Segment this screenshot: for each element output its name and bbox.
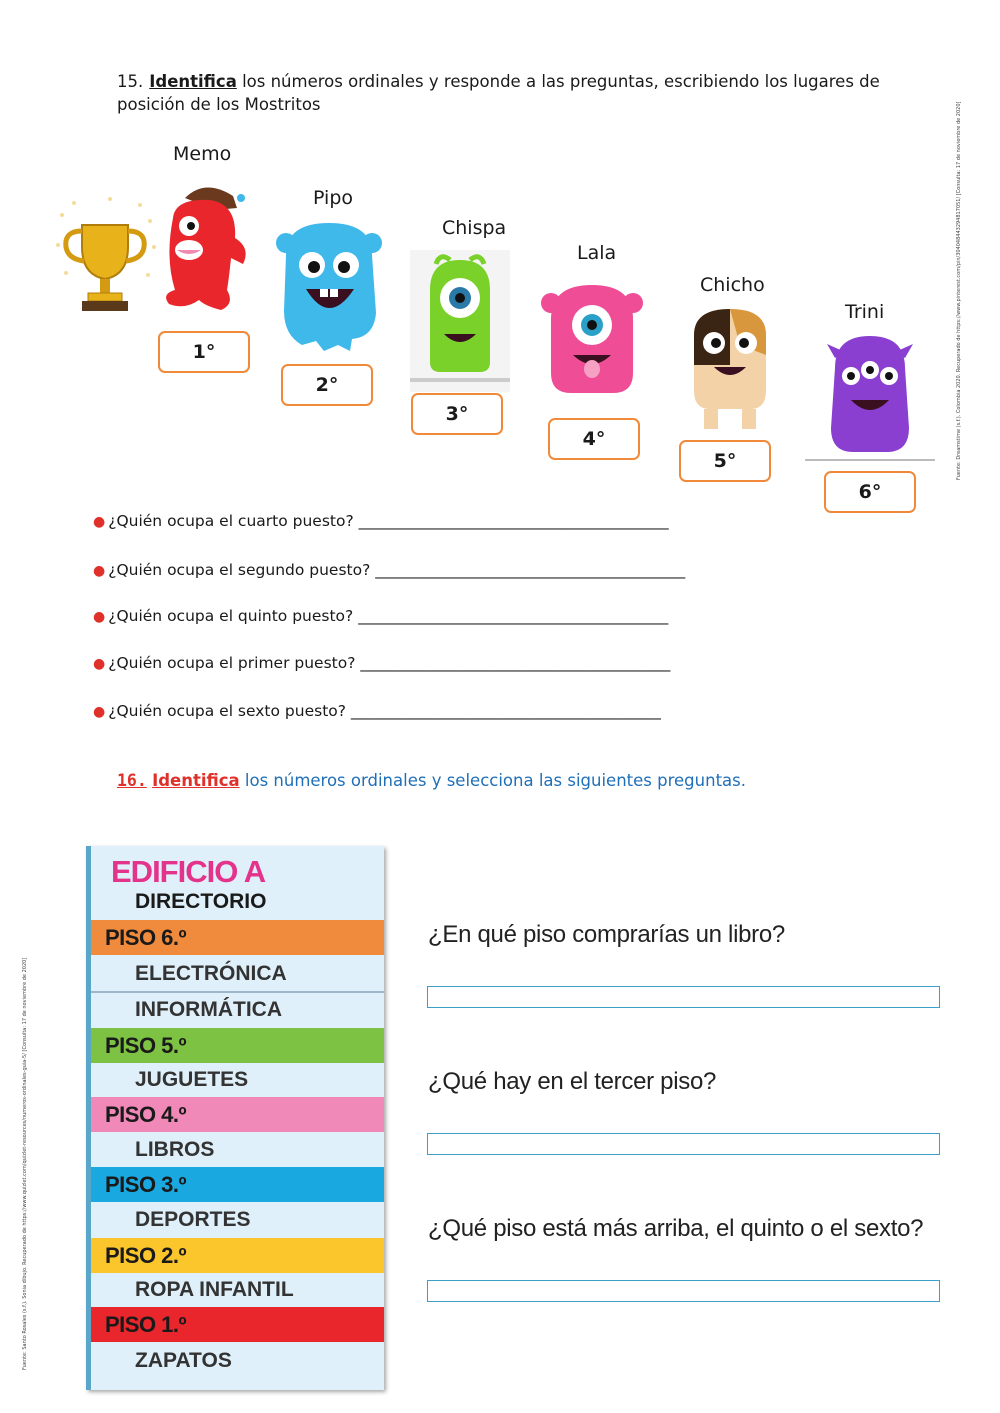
monster-name: Trini (845, 301, 885, 323)
picture-question: ¿Qué hay en el tercer piso? (428, 1068, 717, 1095)
rank-box: 5° (679, 440, 771, 482)
building-directory (86, 846, 384, 1390)
monster-lala (537, 277, 647, 402)
question-item[interactable]: ● ¿Quién ocupa el primer puesto? ________________________________________ (93, 654, 671, 672)
bullet-icon: ● (93, 514, 106, 530)
answer-input[interactable] (427, 1133, 940, 1155)
question-item[interactable]: ● ¿Quién ocupa el sexto puesto? ________________________________________ (93, 702, 661, 720)
picture-question: ¿Qué piso está más arriba, el quinto o el sexto? (428, 1215, 924, 1242)
bullet-icon: ● (93, 609, 106, 625)
monster-chispa (410, 250, 510, 392)
exercise-number: 16. (117, 771, 147, 790)
question-item[interactable]: ● ¿Quién ocupa el segundo puesto? ________________________________________ (93, 561, 686, 579)
floor-band: PISO 2.º (91, 1238, 384, 1273)
department: JUGUETES (135, 1068, 249, 1091)
rank-box: 1° (158, 331, 250, 373)
rank-box: 6° (824, 471, 916, 513)
exercise-keyword: Identifica (149, 72, 237, 91)
bullet-icon: ● (93, 656, 106, 672)
question-item[interactable]: ● ¿Quién ocupa el cuarto puesto? ________________________________________ (93, 512, 669, 530)
source-credit (956, 101, 966, 480)
directory-subtitle: DIRECTORIO (135, 890, 267, 913)
divider (91, 991, 384, 993)
floor-band: PISO 3.º (91, 1167, 384, 1202)
answer-input[interactable] (427, 1280, 940, 1302)
department: DEPORTES (135, 1208, 251, 1231)
exercise-number: 15. (117, 72, 144, 91)
bullet-icon: ● (93, 563, 106, 579)
rank-box: 4° (548, 418, 640, 460)
floor-band: PISO 6.º (91, 920, 384, 955)
rank-box: 2° (281, 364, 373, 406)
floor-band: PISO 4.º (91, 1097, 384, 1132)
rank-box: 3° (411, 393, 503, 435)
department: ZAPATOS (135, 1349, 232, 1372)
bullet-icon: ● (93, 704, 106, 720)
monster-name: Chicho (700, 274, 765, 296)
floor-band: PISO 5.º (91, 1028, 384, 1063)
exercise-15-instruction (117, 70, 927, 116)
department: ROPA INFANTIL (135, 1278, 294, 1301)
monster-pipo (272, 215, 387, 355)
department: LIBROS (135, 1138, 215, 1161)
directory-title: EDIFICIO A (111, 854, 266, 889)
source-credit-text: Fuente: Santo Rosales (s.f.). Sonia dibujo. Recuperado de https://www.quizlet.com/quizlet-resources/numeros-ordinales-guia-5/ [Consulta: 17 de noviembre de 2020] (22, 957, 28, 1370)
answer-input[interactable] (427, 986, 940, 1008)
question-item[interactable]: ● ¿Quién ocupa el quinto puesto? ________________________________________ (93, 607, 669, 625)
monster-name: Memo (173, 143, 232, 165)
monster-chicho (680, 305, 780, 435)
department: INFORMÁTICA (135, 998, 282, 1021)
exercise-16-instruction (117, 771, 746, 790)
source-credit (22, 875, 32, 1370)
exercise-text: los números ordinales y selecciona las siguientes preguntas. (239, 771, 746, 790)
picture-question: ¿En qué piso comprarías un libro? (428, 921, 785, 948)
monster-name: Lala (577, 242, 617, 264)
monster-trini (805, 328, 935, 463)
monster-name: Chispa (442, 217, 507, 239)
monster-name: Pipo (313, 187, 354, 209)
trophy-icon (50, 195, 160, 325)
floor-band: PISO 1.º (91, 1307, 384, 1342)
department: ELECTRÓNICA (135, 962, 287, 985)
exercise-text: los números ordinales y responde a las preguntas, escribiendo los lugares de posición de los Mostritos (117, 72, 880, 114)
exercise-keyword: Identifica (152, 771, 240, 790)
source-credit-text: Fuente: Dreamstime (s.f.). Colombia 2020. Recuperado de https://www.pinterest.com/pin/304048443294817051/ [Consulta: 17 de noviembre de 2020] (956, 101, 962, 480)
monster-memo (155, 178, 255, 318)
